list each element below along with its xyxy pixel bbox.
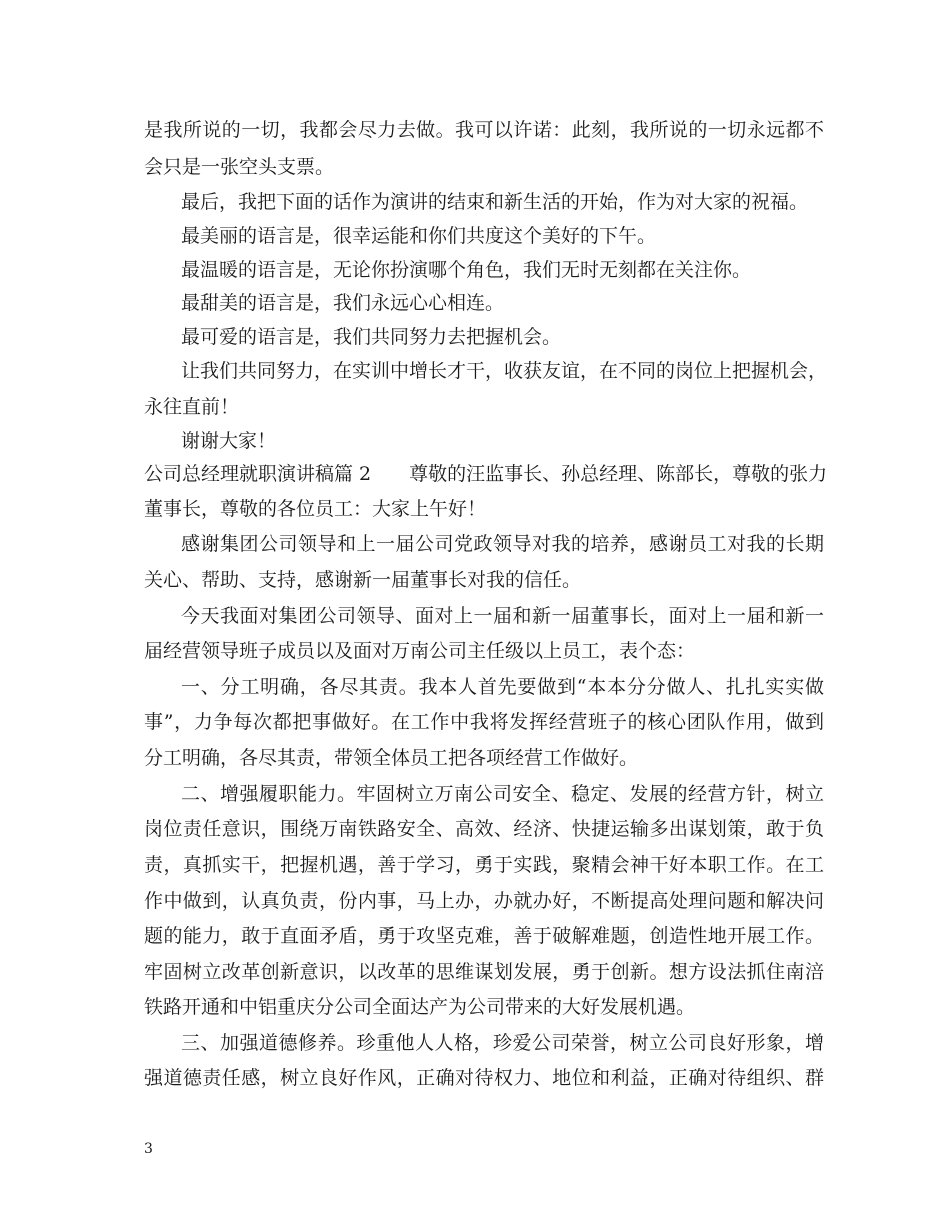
text-line: 作中做到，认真负责，份内事，马上办，办就办好，不断提高处理问题和解决问 [144,890,824,912]
text-line: 三、加强道德修养。珍重他人人格，珍爱公司荣誉，树立公司良好形象，增 [181,1032,824,1054]
section-heading-line: 公司总经理就职演讲稿篇 2 尊敬的汪监事长、孙总经理、陈部长，尊敬的张力 [144,463,828,485]
text-line: 题的能力，敢于直面矛盾，勇于攻坚克难，善于破解难题，创造性地开展工作。 [144,925,824,947]
text-line: 强道德责任感，树立良好作风，正确对待权力、地位和利益，正确对待组织、群 [144,1067,824,1089]
text-line: 最可爱的语言是，我们共同努力去把握机会。 [181,326,562,348]
page-number: 3 [144,1141,153,1157]
text-line: 二、增强履职能力。牢固树立万南公司安全、稳定、发展的经营方针，树立 [181,783,824,805]
text-line: 岗位责任意识，围绕万南铁路安全、高效、经济、快捷运输多出谋划策，敢于负 [144,818,824,840]
text-line: 关心、帮助、支持，感谢新一届董事长对我的信任。 [144,569,582,591]
text-line: 最后，我把下面的话作为演讲的结束和新生活的开始，作为对大家的祝福。 [181,191,809,213]
text-line: 让我们共同努力，在实训中增长才干，收获友谊，在不同的岗位上把握机会， [181,360,828,382]
text-line: 最温暖的语言是，无论你扮演哪个角色，我们无时无刻都在关注你。 [181,259,752,281]
text-line: 最甜美的语言是，我们永远心心相连。 [181,292,505,314]
text-line: 铁路开通和中铝重庆分公司全面达产为公司带来的大好发展机遇。 [144,996,696,1018]
text-line: 牢固树立改革创新意识，以改革的思维谋划发展，勇于创新。想方设法抓住南涪 [144,961,824,983]
text-line: 最美丽的语言是，很幸运能和你们共度这个美好的下午。 [181,225,657,247]
text-line: 感谢集团公司领导和上一届公司党政领导对我的培养，感谢员工对我的长期 [181,533,824,555]
text-line: 一、分工明确，各尽其责。我本人首先要做到“本本分分做人、扎扎实实做 [181,676,824,698]
text-line: 今天我面对集团公司领导、面对上一届和新一届董事长，面对上一届和新一 [181,605,824,627]
text-line: 永往直前！ [144,396,240,418]
text-line: 是我所说的一切，我都会尽力去做。我可以许诺：此刻，我所说的一切永远都不 [144,119,824,141]
text-line: 分工明确，各尽其责，带领全体员工把各项经营工作做好。 [144,747,639,769]
text-line: 董事长，尊敬的各位员工：大家上午好！ [144,498,487,520]
text-line: 会只是一张空头支票。 [144,156,335,178]
text-line: 届经营领导班子成员以及面对万南公司主任级以上员工，表个态： [144,640,696,662]
text-line: 事”，力争每次都把事做好。在工作中我将发挥经营班子的核心团队作用，做到 [144,711,824,733]
text-line: 责，真抓实干，把握机遇，善于学习，勇于实践，聚精会神干好本职工作。在工 [144,854,824,876]
text-line: 谢谢大家！ [181,430,277,452]
